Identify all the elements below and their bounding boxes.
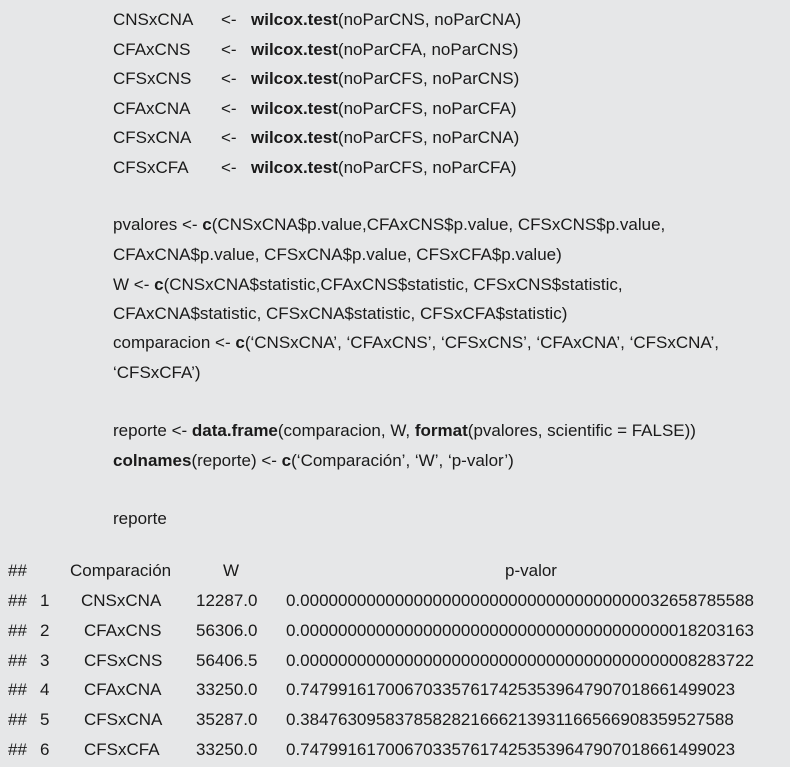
table-row: ## 1 CNSxCNA 12287.0 0.000000000000000000000000000000000000032658785588 bbox=[8, 591, 754, 610]
code-line-reporte: reporte <- data.frame(comparacion, W, format(pvalores, scientific = FALSE)) bbox=[113, 421, 696, 440]
code-line-comparacion-2: ‘CFSxCFA’) bbox=[113, 363, 201, 382]
code-line-colnames: colnames(reporte) <- c(‘Comparación’, ‘W’, ‘p-valor’) bbox=[113, 451, 514, 470]
code-line-assign-5: CFSxCNA <- wilcox.test(noParCFS, noParCNA) bbox=[113, 128, 520, 147]
header-w: W bbox=[223, 561, 240, 580]
code-line-w-2: CFAxCNA$statistic, CFSxCNA$statistic, CFSxCFA$statistic) bbox=[113, 304, 568, 323]
code-line-assign-6: CFSxCFA <- wilcox.test(noParCFS, noParCFA) bbox=[113, 158, 517, 177]
header-comparacion: Comparación bbox=[70, 561, 172, 580]
code-line-pvalores-1: pvalores <- c(CNSxCNA$p.value,CFAxCNS$p.value, CFSxCNS$p.value, bbox=[113, 215, 666, 234]
table-row: ## 6 CFSxCFA 33250.0 0.747991617006703357617425353964790701866149902​3 bbox=[8, 740, 736, 759]
code-line-pvalores-2: CFAxCNA$p.value, CFSxCNA$p.value, CFSxCFA$p.value) bbox=[113, 245, 562, 264]
output-prefix: ## bbox=[8, 561, 27, 580]
code-line-w-1: W <- c(CNSxCNA$statistic,CFAxCNS$statistic, CFSxCNS$statistic, bbox=[113, 275, 623, 294]
code-line-print: reporte bbox=[113, 509, 167, 528]
table-row: ## 3 CFSxCNS 56406.5 0.000000000000000000000000000000000000000008283722 bbox=[8, 651, 754, 670]
table-row: ## 2 CFAxCNS 56306.0 0.000000000000000000000000000000000000000018203163 bbox=[8, 621, 754, 640]
table-row: ## 4 CFAxCNA 33250.0 0.747991617006703357617425353964790701866149902​3 bbox=[8, 680, 736, 699]
code-line-assign-1: CNSxCNA <- wilcox.test(noParCNS, noParCNA) bbox=[113, 10, 522, 29]
code-line-assign-4: CFAxCNA <- wilcox.test(noParCFS, noParCFA) bbox=[113, 99, 517, 118]
code-line-comparacion-1: comparacion <- c(‘CNSxCNA’, ‘CFAxCNS’, ‘CFSxCNS’, ‘CFAxCNA’, ‘CFSxCNA’, bbox=[113, 333, 719, 352]
code-line-assign-2: CFAxCNS <- wilcox.test(noParCFA, noParCNS) bbox=[113, 40, 519, 59]
table-row: ## 5 CFSxCNA 35287.0 0.384763095837858282166621393116656690835952758​8 bbox=[8, 710, 734, 729]
header-pvalor: p-valor bbox=[505, 561, 557, 580]
code-line-assign-3: CFSxCNS <- wilcox.test(noParCFS, noParCNS) bbox=[113, 69, 520, 88]
